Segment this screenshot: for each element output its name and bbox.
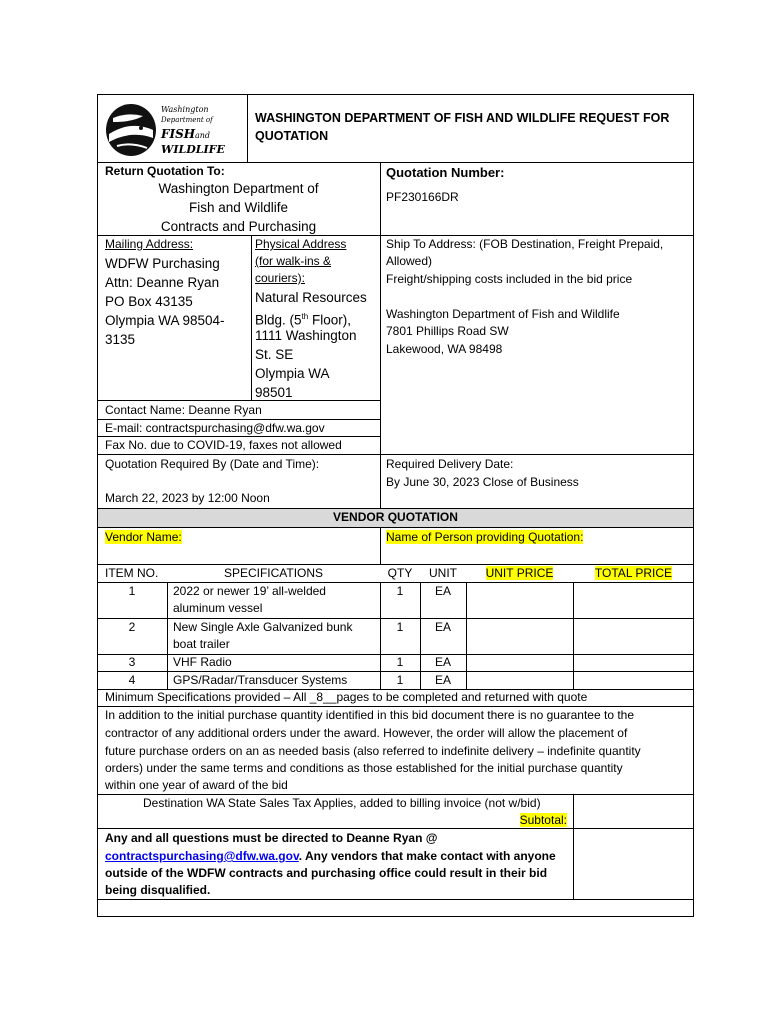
table-row-item: 1: [128, 584, 136, 598]
delivery-date-label: Required Delivery Date:: [386, 457, 514, 471]
col-qty-header: QTY: [387, 566, 413, 580]
questions-line: Any and all questions must be directed to Deanne Ryan @: [105, 831, 438, 845]
person-providing-label: Name of Person providing Quotation:: [386, 530, 584, 544]
ship-to-line: Allowed): [386, 254, 433, 268]
rule: [97, 400, 380, 401]
mailing-line: Attn: Deanne Ryan: [105, 275, 220, 290]
rule: [97, 454, 694, 455]
table-row-spec: boat trailer: [173, 637, 230, 651]
col-item-header: ITEM NO.: [105, 566, 159, 580]
rule: [251, 235, 252, 400]
ship-to-line: Ship To Address: (FOB Destination, Freight Prepaid,: [386, 237, 664, 251]
questions-line: contractspurchasing@dfw.wa.gov. Any vendors that make contact with anyone: [105, 849, 556, 863]
mailing-line: Olympia WA 98504-: [105, 313, 225, 328]
subtotal-label: Subtotal:: [519, 813, 567, 827]
table-row-unit: EA: [434, 673, 451, 687]
contact-name: Contact Name: Deanne Ryan: [105, 403, 262, 417]
table-row-unit: EA: [434, 620, 451, 634]
disclaimer-line: orders) under the same terms and conditions as those established for the initial purchase quantity: [105, 761, 623, 775]
contracts-email-link[interactable]: contractspurchasing@dfw.wa.gov: [105, 849, 299, 863]
required-by-value: March 22, 2023 by 12:00 Noon: [105, 491, 270, 505]
disclaimer-line: within one year of award of the bid: [105, 778, 288, 792]
disclaimer-line: contractor of any additional orders under the award. However, the order will allow the placement of: [105, 726, 628, 740]
rule: [380, 162, 381, 508]
mailing-line: WDFW Purchasing: [105, 256, 220, 271]
delivery-date-value: By June 30, 2023 Close of Business: [386, 475, 579, 489]
physical-address-label: Physical Address: [255, 237, 347, 251]
svg-text:Washington: Washington: [161, 105, 209, 114]
ship-to-address: Lakewood, WA 98498: [386, 342, 503, 356]
col-total-price-header: TOTAL PRICE: [594, 566, 673, 580]
quotation-form: [97, 94, 694, 917]
table-row-spec: 2022 or newer 19’ all-welded: [173, 584, 326, 598]
table-row-spec: GPS/Radar/Transducer Systems: [173, 673, 348, 687]
physical-address-label: (for walk-ins &: [255, 254, 332, 268]
mailing-line: 3135: [105, 332, 136, 347]
svg-text:WILDLIFE: WILDLIFE: [161, 143, 225, 156]
disclaimer-line: In addition to the initial purchase quantity identified in this bid document there is no guarantee to the: [105, 708, 635, 722]
disclaimer-line: future purchase orders on an as needed basis (also referred to indefinite delivery – indefinite quantity: [105, 744, 641, 758]
contact-email: E-mail: contractspurchasing@dfw.wa.gov: [105, 421, 325, 435]
rule: [573, 794, 574, 899]
col-spec-header: SPECIFICATIONS: [223, 566, 324, 580]
physical-line: 98501: [255, 385, 293, 400]
quotation-number-label: Quotation Number:: [386, 165, 505, 180]
rule: [167, 582, 168, 689]
table-row-qty: 1: [396, 673, 404, 687]
fish-logo-icon: [103, 100, 243, 158]
table-row-item: 3: [128, 655, 136, 669]
table-row-qty: 1: [396, 584, 404, 598]
wdfw-logo: [103, 100, 243, 158]
vendor-name-label: Vendor Name:: [105, 530, 182, 544]
questions-line: being disqualified.: [105, 883, 211, 897]
table-row-spec: aluminum vessel: [173, 601, 263, 615]
form-title-line-1: WASHINGTON DEPARTMENT OF FISH AND WILDLIFE REQUEST FOR: [255, 111, 670, 125]
return-line: Fish and Wildlife: [188, 200, 289, 215]
svg-text:Department of: Department of: [161, 116, 213, 124]
col-unit-price-header: UNIT PRICE: [485, 566, 554, 580]
table-row-spec: New Single Axle Galvanized bunk: [173, 620, 353, 634]
physical-line: Natural Resources: [255, 290, 367, 305]
physical-line: 1111 Washington: [255, 328, 357, 343]
vendor-quotation-heading: VENDOR QUOTATION: [333, 510, 458, 524]
return-line: Washington Department of: [158, 181, 319, 196]
mailing-line: PO Box 43135: [105, 294, 193, 309]
table-row-item: 4: [128, 673, 136, 687]
table-row-qty: 1: [396, 620, 404, 634]
physical-line: St. SE: [255, 347, 294, 362]
rule: [247, 94, 248, 162]
table-row-unit: EA: [434, 584, 451, 598]
svg-text:FISH: FISH: [161, 127, 196, 141]
return-quotation-label: Return Quotation To:: [105, 164, 225, 178]
rule: [466, 582, 467, 689]
form-title-line-2: QUOTATION: [255, 129, 329, 143]
physical-line: Bldg. (5th Floor),: [255, 312, 351, 328]
rule: [573, 582, 574, 689]
table-row-item: 2: [128, 620, 136, 634]
ship-to-line: Freight/shipping costs included in the bid price: [386, 272, 633, 286]
rule: [380, 527, 381, 564]
rule: [97, 899, 694, 900]
contact-fax: Fax No. due to COVID-19, faxes not allowed: [105, 438, 342, 452]
rule: [97, 527, 694, 528]
table-row-spec: VHF Radio: [173, 655, 232, 669]
svg-text:and: and: [195, 131, 211, 140]
table-row-unit: EA: [434, 655, 451, 669]
ship-to-address: Washington Department of Fish and Wildlife: [386, 307, 620, 321]
return-line: Contracts and Purchasing: [160, 219, 317, 234]
table-row-qty: 1: [396, 655, 404, 669]
sales-tax-note: Destination WA State Sales Tax Applies, added to billing invoice (not w/bid): [143, 796, 541, 810]
minimum-specs-note: Minimum Specifications provided – All _8__pages to be completed and returned with quote: [105, 690, 588, 704]
physical-address-label: couriers):: [255, 271, 306, 285]
required-by-label: Quotation Required By (Date and Time):: [105, 457, 320, 471]
physical-line: Olympia WA: [255, 366, 330, 381]
mailing-address-label: Mailing Address:: [105, 237, 194, 251]
quotation-number-value: PF230166DR: [386, 190, 459, 204]
questions-line: outside of the WDFW contracts and purchasing office could result in their bid: [105, 866, 548, 880]
ship-to-address: 7801 Phillips Road SW: [386, 324, 509, 338]
col-unit-header: UNIT: [429, 566, 457, 580]
